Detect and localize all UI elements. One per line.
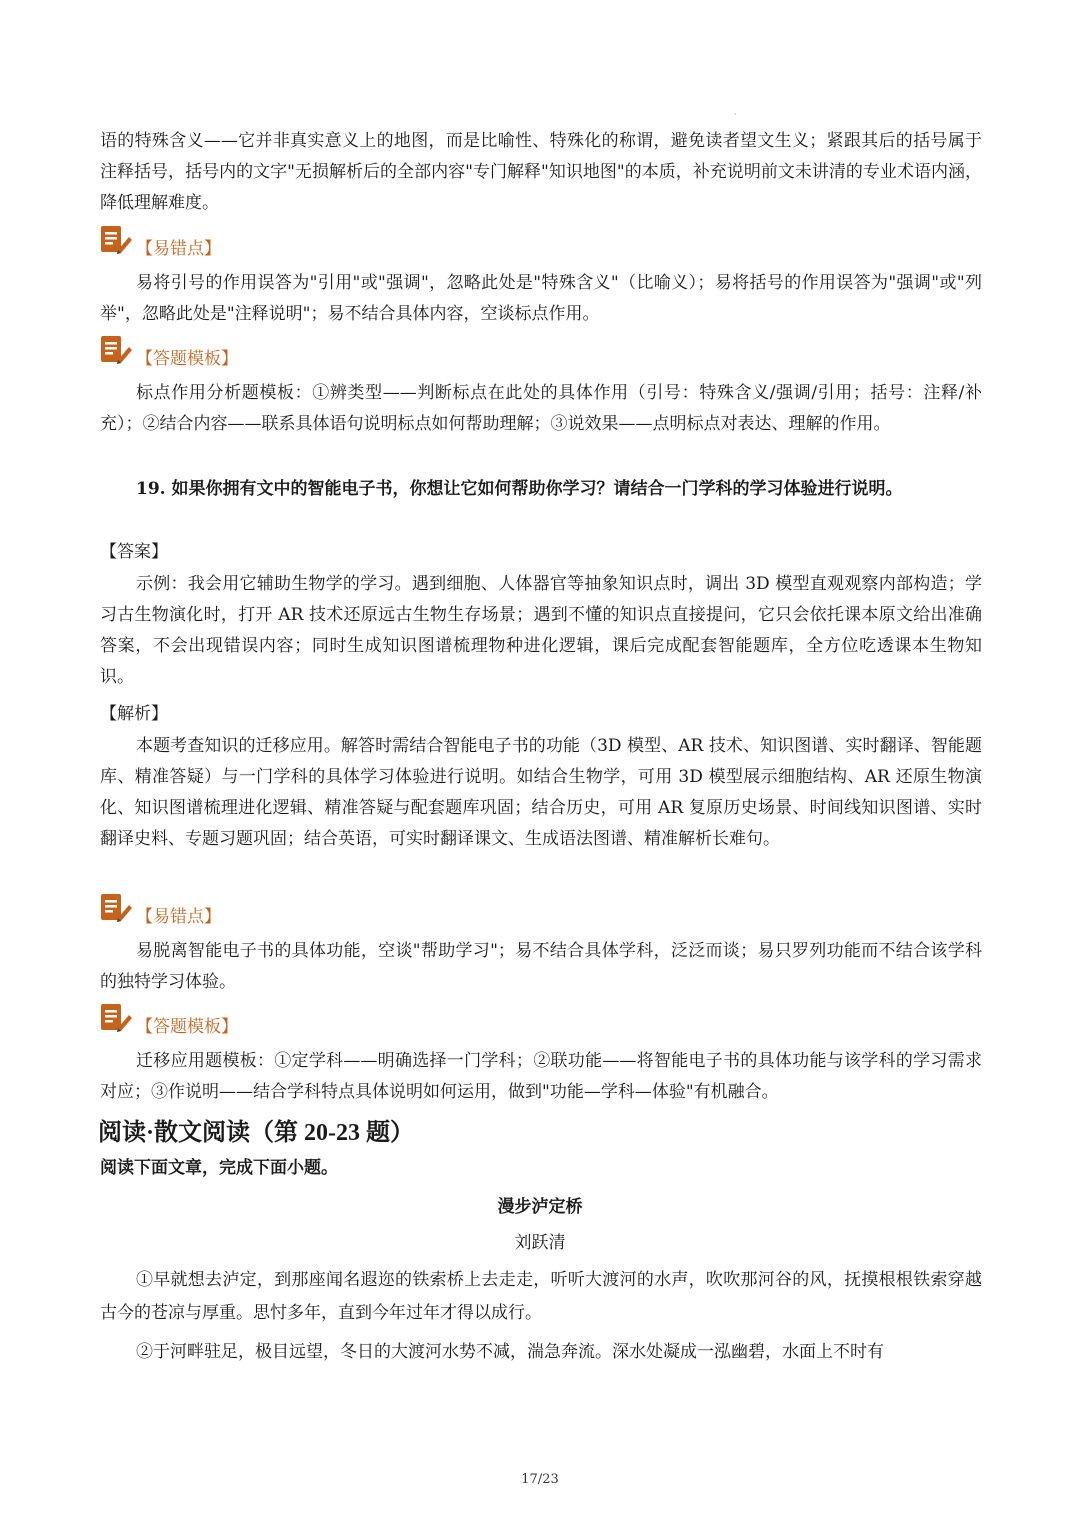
analysis-label: 【解析】 xyxy=(100,704,168,724)
essay-title: 漫步泸定桥 xyxy=(497,1197,583,1217)
section-title: 【易错点】 xyxy=(136,906,221,927)
answer-label: 【答案】 xyxy=(100,542,168,562)
scan-speck: · xyxy=(734,110,737,119)
mistakes-body-2: 易脱离智能电子书的具体功能，空谈"帮助学习"；易不结合具体学科，泛泛而谈；易只罗列功能而不结合该学科的独特学习体验。 xyxy=(100,941,982,992)
notes-pencil-icon xyxy=(98,891,132,930)
section-header-template-1 xyxy=(98,334,238,370)
essay-paragraph-2: ②于河畔驻足，极目远望，冬日的大渡河水势不减，湍急奔流。深水处凝成一泓幽碧，水面上不时有 xyxy=(136,1342,884,1362)
paragraph-continued: 语的特殊含义——它并非真实意义上的地图，而是比喻性、特殊化的称谓，避免读者望文生义；紧跟其后的括号属于注释括号，括号内的文字"无损解析后的全部内容"专门解释"知识地图"的本质，补充说明前文未讲清的专业术语内涵，降低理解难度。 xyxy=(100,131,982,213)
template-body-1: 标点作用分析题模板：①辨类型——判断标点在此处的具体作用（引号：特殊含义/强调/引用；括号：注释/补充）；②结合内容——联系具体语句说明标点如何帮助理解；③说效果——点明标点对表达、理解的作用。 xyxy=(100,383,982,434)
essay-author: 刘跃清 xyxy=(514,1233,566,1253)
section-header-mistakes-2 xyxy=(98,892,221,928)
section-title: 【答题模板】 xyxy=(136,348,238,369)
question-19: 19. 如果你拥有文中的智能电子书，你想让它如何帮助你学习？请结合一门学科的学习体验进行说明。 xyxy=(136,479,903,499)
notes-pencil-icon xyxy=(98,223,132,262)
template-body-2: 迁移应用题模板：①定学科——明确选择一门学科；②联功能——将智能电子书的具体功能与该学科的学习需求对应；③作说明——结合学科特点具体说明如何运用，做到"功能—学科—体验"有机融合。 xyxy=(100,1051,982,1102)
section-heading: 阅读·散文阅读（第 20-23 题） xyxy=(98,1120,414,1146)
section-title: 【易错点】 xyxy=(136,238,221,259)
analysis-body: 本题考查知识的迁移应用。解答时需结合智能电子书的功能（3D 模型、AR 技术、知识图谱、实时翻译、智能题库、精准答疑）与一门学科的具体学习体验进行说明。如结合生物学，可用 3D 模型展示细胞结构、AR 还原生物演化、知识图谱梳理进化逻辑、精准答疑与配套题库巩固；结合历史，可用 AR 复原历史场景、时间线知识图谱、实时翻译史料、专题习题巩固；结合英语，可实时翻译课文、生成语法图谱、精准解析长难句。 xyxy=(100,736,982,849)
section-header-template-2 xyxy=(98,1002,238,1038)
section-header-mistakes-1 xyxy=(98,224,221,260)
page-number: 17/23 xyxy=(521,1472,559,1487)
notes-pencil-icon xyxy=(98,333,132,372)
answer-body: 示例：我会用它辅助生物学的学习。遇到细胞、人体器官等抽象知识点时，调出 3D 模型直观观察内部构造；学习古生物演化时，打开 AR 技术还原远古生物生存场景；遇到不懂的知识点直接提问，它只会依托课本原文给出准确答案，不会出现错误内容；同时生成知识图谱梳理物种进化逻辑，课后完成配套智能题库，全方位吃透课本生物知识。 xyxy=(100,574,982,687)
essay-paragraph-1: ①早就想去泸定，到那座闻名遐迩的铁索桥上去走走，听听大渡河的水声，吹吹那河谷的风，抚摸根根铁索穿越古今的苍凉与厚重。思忖多年，直到今年过年才得以成行。 xyxy=(100,1270,982,1323)
instruction: 阅读下面文章，完成下面小题。 xyxy=(100,1158,338,1178)
section-title: 【答题模板】 xyxy=(136,1016,238,1037)
mistakes-body-1: 易将引号的作用误答为"引用"或"强调"，忽略此处是"特殊含义"（比喻义）；易将括号的作用误答为"强调"或"列举"，忽略此处是"注释说明"；易不结合具体内容，空谈标点作用。 xyxy=(100,273,982,324)
notes-pencil-icon xyxy=(98,1001,132,1040)
